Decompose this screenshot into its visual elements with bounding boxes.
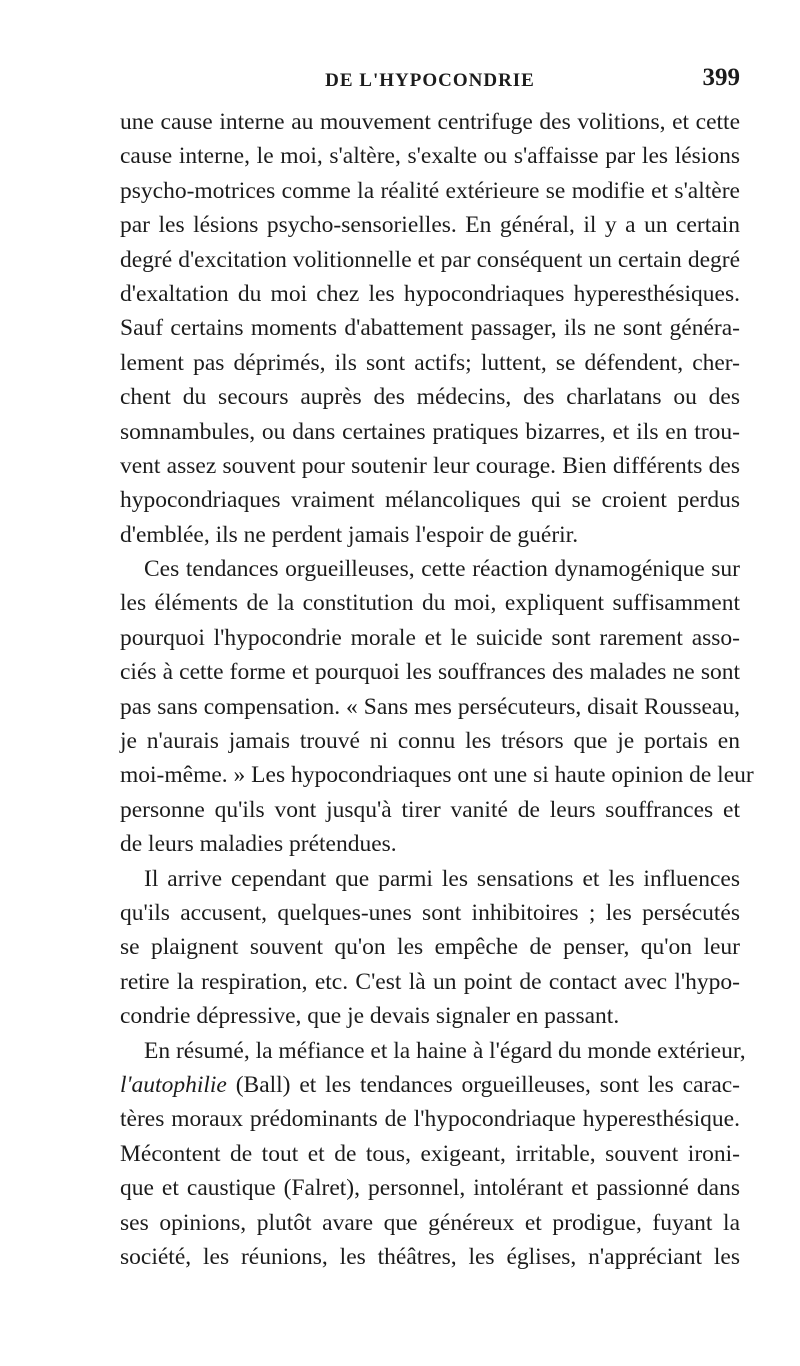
text-line: par les lésions psycho-sensorielles. En général, il y a un certain [120, 212, 740, 239]
text-line: les éléments de la constitution du moi, expliquent suffisamment [120, 590, 740, 617]
text-line: je n'aurais jamais trouvé ni connu les trésors que je portais en [120, 728, 740, 755]
page-number: 399 [702, 64, 740, 91]
italic-term: l'autophilie [120, 1071, 227, 1098]
text-line: Sauf certains moments d'abattement passager, ils ne sont généra- [120, 315, 740, 342]
text-line: psycho-motrices comme la réalité extérieure se modifie et s'altère [120, 177, 740, 204]
running-head [120, 64, 740, 94]
text-line: chent du secours auprès des médecins, des charlatans ou des [120, 384, 740, 411]
text-line: En résumé, la méfiance et la haine à l'égard du monde extérieur, [144, 1037, 746, 1064]
text-line: condrie dépressive, que je devais signaler en passant. [120, 1003, 620, 1030]
text-line: ciés à cette forme et pourquoi les souffrances des malades ne sont [120, 659, 740, 686]
text-line-rest: (Ball) et les tendances orgueilleuses, sont les carac- [235, 1071, 741, 1098]
text-line: Ces tendances orgueilleuses, cette réaction dynamogénique sur [144, 556, 740, 583]
text-line: degré d'excitation volitionnelle et par conséquent un certain degré [120, 246, 740, 273]
text-line: d'emblée, ils ne perdent jamais l'espoir de guérir. [120, 521, 579, 548]
body-text [120, 105, 754, 1274]
text-line: qu'ils accusent, quelques-unes sont inhibitoires ; les persécutés [120, 899, 740, 926]
text-line: de leurs maladies prétendues. [120, 831, 397, 858]
text-line: retire la respiration, etc. C'est là un point de contact avec l'hypo- [120, 968, 740, 995]
text-line: pourquoi l'hypocondrie morale et le suicide sont rarement asso- [120, 624, 740, 651]
text-line: vent assez souvent pour soutenir leur courage. Bien différents des [120, 452, 740, 479]
running-title: DE L'HYPOCONDRIE [325, 70, 535, 91]
text-line: pas sans compensation. « Sans mes persécuteurs, disait Rousseau, [120, 693, 740, 720]
text-line: d'exaltation du moi chez les hypocondriaques hyperesthésiques. [120, 280, 740, 307]
text-line: somnambules, ou dans certaines pratiques bizarres, et ils en trou- [120, 418, 740, 445]
text-line: société, les réunions, les théâtres, les églises, n'appréciant les [120, 1243, 740, 1270]
text-line: lement pas déprimés, ils sont actifs; luttent, se défendent, cher- [120, 349, 740, 376]
text-line: moi-même. » Les hypocondriaques ont une si haute opinion de leur [120, 762, 754, 789]
text-line: cause interne, le moi, s'altère, s'exalte ou s'affaisse par les lésions [120, 143, 740, 170]
text-line: une cause interne au mouvement centrifuge des volitions, et cette [120, 109, 740, 135]
text-line: tères moraux prédominants de l'hypocondriaque hyperesthésique. [120, 1106, 740, 1133]
text-line: ses opinions, plutôt avare que généreux et prodigue, fuyant la [120, 1209, 740, 1236]
text-line: se plaignent souvent qu'on les empêche de penser, qu'on leur [120, 934, 740, 961]
text-line [120, 1068, 740, 1102]
text-line: personne qu'ils vont jusqu'à tirer vanité de leurs souffrances et [120, 796, 740, 823]
text-line: que et caustique (Falret), personnel, intolérant et passionné dans [120, 1175, 740, 1202]
text-line: hypocondriaques vraiment mélancoliques qui se croient perdus [120, 487, 740, 514]
text-line: Mécontent de tout et de tous, exigeant, irritable, souvent ironi- [120, 1140, 740, 1167]
text-line: Il arrive cependant que parmi les sensations et les influences [144, 865, 740, 892]
